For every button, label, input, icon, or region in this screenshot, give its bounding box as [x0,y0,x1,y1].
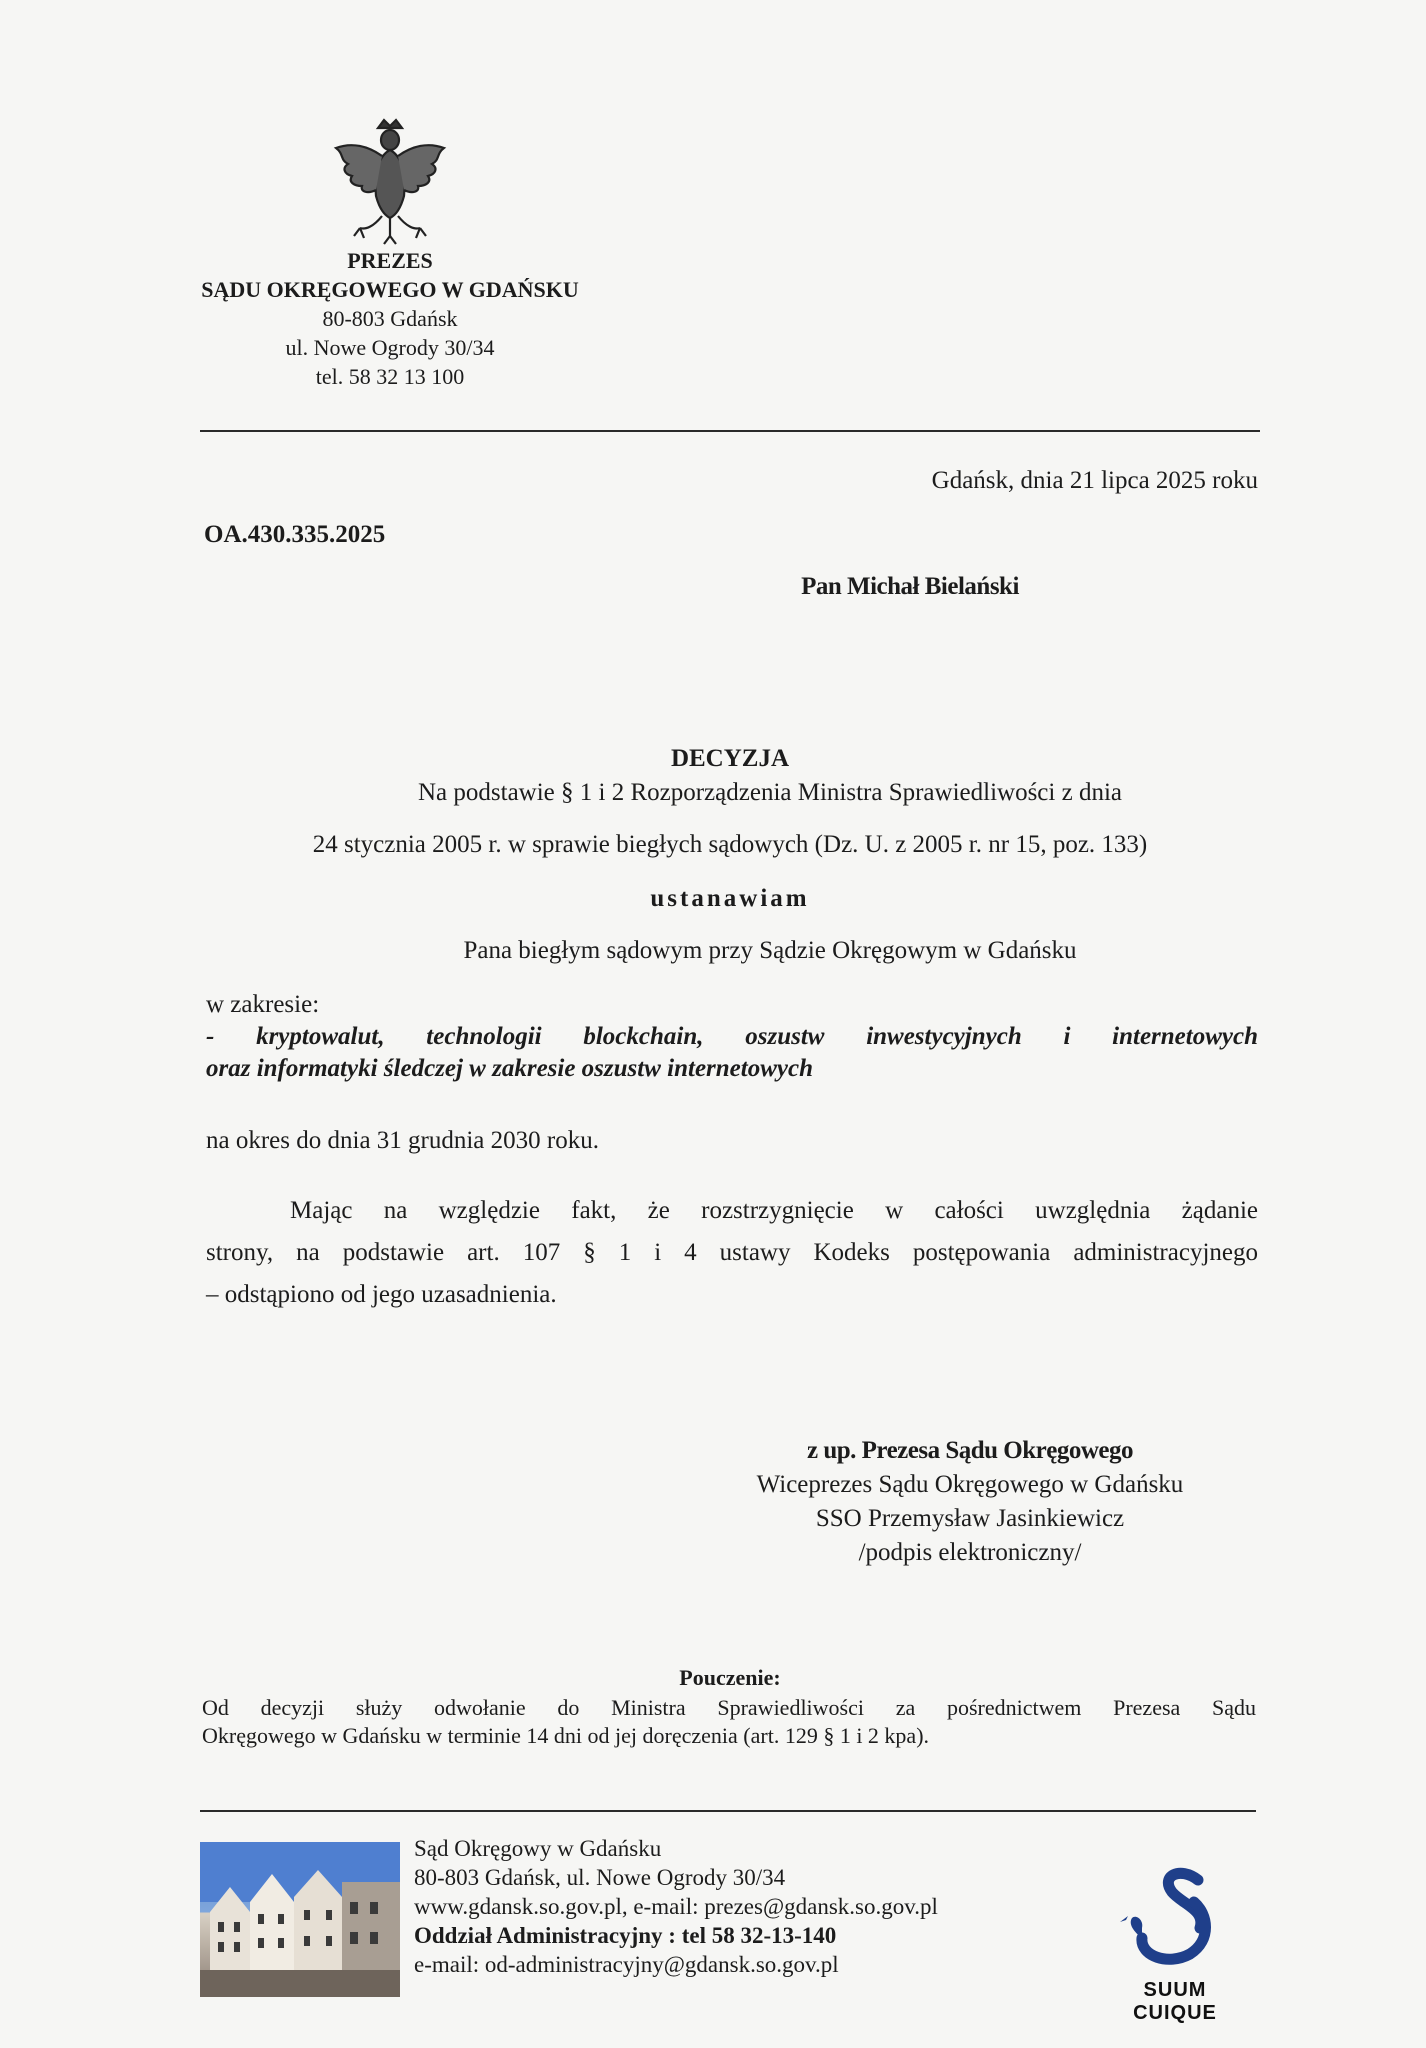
header-court: SĄDU OKRĘGOWEGO W GDAŃSKU [201,277,579,302]
header-postal: 80-803 Gdańsk [322,306,458,331]
header-title: PREZES [347,248,433,273]
instruction-heading: Pouczenie: [679,1665,781,1690]
scope-line2: oraz informatyki śledczej w zakresie oszustw internetowych [206,1055,813,1082]
paragraph-swan-logo-icon [1120,1862,1230,1972]
recipient-name: Pan Michał Bielański [801,573,1019,600]
decision-basis-line1: Na podstawie § 1 i 2 Rozporządzenia Ministra Sprawiedliwości z dnia [418,779,1122,806]
footer-line3: www.gdansk.so.gov.pl, e-mail: prezes@gdansk.so.gov.pl [414,1894,938,1919]
footer-line4: Oddział Administracyjny : tel 58 32-13-140 [414,1923,837,1948]
logo-motto: SUUM CUIQUE [1133,1979,1217,2024]
signature-line1: z up. Prezesa Sądu Okręgowego [807,1437,1133,1464]
court-building-photo [200,1842,400,1997]
decision-basis-line2: 24 stycznia 2005 r. w sprawie biegłych sądowych (Dz. U. z 2005 r. nr 15, poz. 133) [312,831,1148,858]
header-street: ul. Nowe Ogrody 30/34 [285,335,495,360]
letterhead [180,116,600,391]
instruction-line1: Od decyzji służy odwołanie do Ministra Sprawiedliwości za pośrednictwem Prezesa Sądu [202,1695,1256,1720]
decision-verb: ustanawiam [650,885,810,912]
header-phone: tel. 58 32 13 100 [315,364,465,389]
justification-line1: Mając na względzie fakt, że rozstrzygnięcie w całości uwzględnia żądanie [290,1197,1258,1224]
reference-number: OA.430.335.2025 [204,521,386,548]
appointment-period: na okres do dnia 31 grudnia 2030 roku. [206,1127,599,1154]
signature-line4: /podpis elektroniczny/ [858,1539,1082,1566]
footer-line1: Sąd Okręgowy w Gdańsku [414,1836,662,1861]
footer-line2: 80-803 Gdańsk, ul. Nowe Ogrody 30/34 [414,1865,786,1890]
decision-appointment: Pana biegłym sądowym przy Sądzie Okręgowym w Gdańsku [463,937,1077,964]
footer-line5: e-mail: od-administracyjny@gdansk.so.gov.pl [414,1952,839,1977]
decision-heading: DECYZJA [670,745,790,772]
footer-contact [414,1834,1094,1979]
justification-line2: strony, na podstawie art. 107 § 1 i 4 ustawy Kodeks postępowania administracyjnego [206,1239,1258,1266]
signature-block [680,1434,1260,1570]
court-logo [1105,1862,1245,2025]
header-divider [200,430,1260,432]
signature-line2: Wiceprezes Sądu Okręgowego w Gdańsku [756,1471,1184,1498]
footer-divider [200,1810,1256,1812]
polish-eagle-emblem-icon [330,116,450,246]
justification-line3: – odstąpiono od jego uzasadnienia. [206,1281,557,1308]
scope-line1: - kryptowalut, technologii blockchain, oszustw inwestycyjnych i internetowych [206,1023,1258,1050]
date-line: Gdańsk, dnia 21 lipca 2025 roku [931,467,1258,494]
scope-label: w zakresie: [206,991,320,1018]
building-illustration [200,1842,400,1997]
signature-line3: SSO Przemysław Jasinkiewicz [815,1505,1125,1532]
instruction-line2: Okręgowego w Gdańsku w terminie 14 dni od jej doręczenia (art. 129 § 1 i 2 kpa). [202,1723,930,1748]
